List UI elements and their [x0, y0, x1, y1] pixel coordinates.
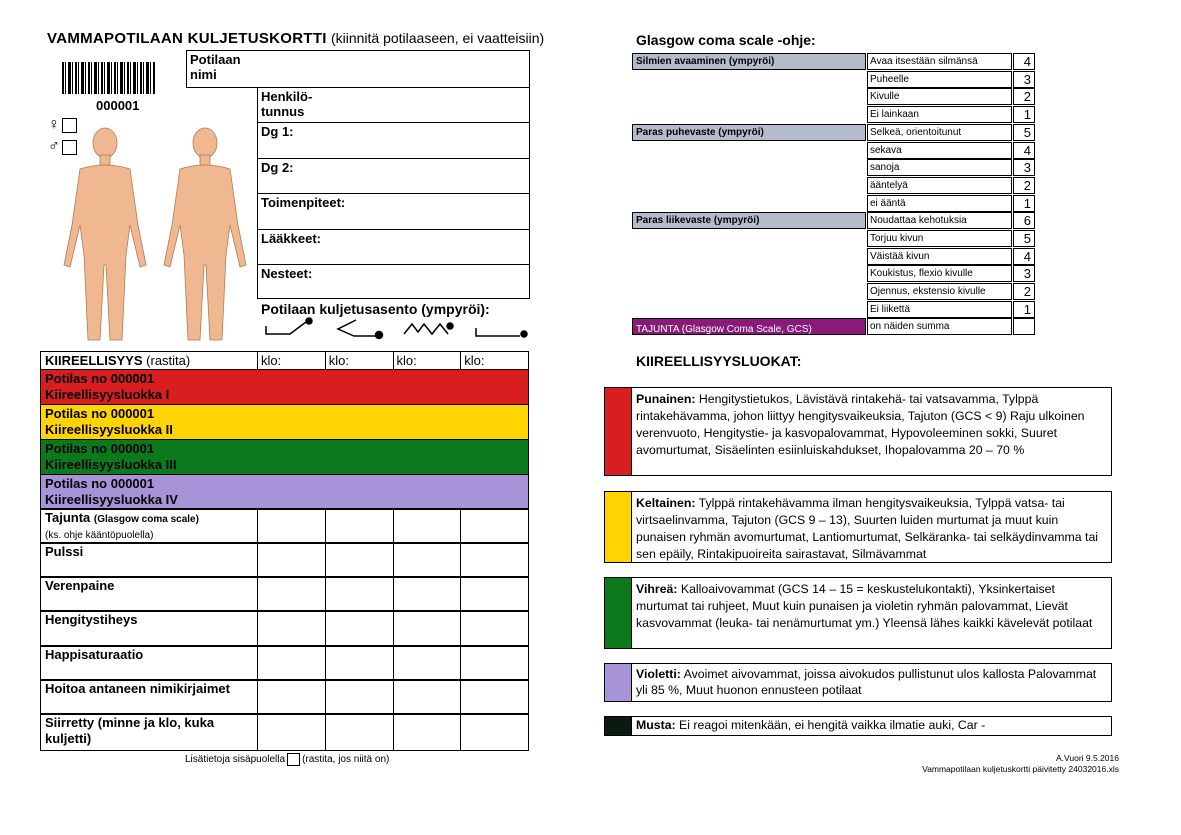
gcs-row — [632, 124, 1036, 141]
siirretty-cell-4[interactable] — [461, 714, 528, 750]
siirretty-cell-1[interactable] — [258, 714, 326, 750]
tajunta-cell-2[interactable] — [326, 509, 394, 543]
vital-row-siirretty: Siirretty (minne ja klo, kuka kuljetti) — [40, 713, 529, 751]
nesteet-label: Nesteet: — [261, 266, 313, 281]
transport-position-label: Potilaan kuljetusasento (ympyröi): — [261, 301, 490, 317]
urgency-header-label: KIIREELLISYYS (rastita) — [41, 352, 258, 370]
gcs-row — [632, 106, 1036, 123]
happisaturaatio-cell-4[interactable] — [461, 646, 528, 680]
verenpaine-cell-2[interactable] — [326, 577, 394, 611]
gcs-row — [632, 71, 1036, 88]
vital-row-happisaturaatio: Happisaturaatio — [40, 645, 529, 681]
vital-row-tajunta: Tajunta (Glasgow coma scale) (ks. ohje kääntöpuolella) — [40, 508, 529, 544]
transport-positions — [262, 316, 532, 340]
siirretty-cell-3[interactable] — [394, 714, 462, 750]
toimenpiteet-label: Toimenpiteet: — [261, 195, 346, 210]
hengitystiheys-cell-4[interactable] — [461, 611, 528, 646]
gcs-score: 3 — [1013, 265, 1035, 282]
yellow-color-swatch — [605, 492, 632, 562]
urgency-header-row — [40, 351, 529, 371]
gcs-response-option[interactable]: Ei lainkaan — [867, 106, 1012, 123]
nesteet-field[interactable] — [257, 264, 530, 299]
gcs-total-label-box — [632, 318, 866, 335]
vital-row-verenpaine: Verenpaine — [40, 576, 529, 612]
gcs-response-option[interactable]: ei ääntä — [867, 195, 1012, 212]
toimenpiteet-field[interactable] — [257, 193, 530, 230]
nimikirjaimet-cell-2[interactable] — [326, 680, 394, 714]
gcs-score: 3 — [1013, 159, 1035, 176]
happisaturaatio-cell-3[interactable] — [394, 646, 462, 680]
gcs-row — [632, 142, 1036, 159]
gcs-row — [632, 301, 1036, 318]
nimikirjaimet-cell-4[interactable] — [461, 680, 528, 714]
gcs-score: 5 — [1013, 124, 1035, 141]
dg1-field[interactable] — [257, 122, 530, 159]
position-legs-raised-icon[interactable] — [266, 318, 312, 334]
gcs-row — [632, 212, 1036, 229]
class-yellow-box: Keltainen: Tylppä rintakehävamma ilman hengitysvaikeuksia, Tylppä vatsa- tai virtsaelinvamma, Tajuton (GCS 9 – 13), Suurten luiden murtumat ja muut kuin punaisen ryhmän avomurtumat, Lantiomurtumat, Selkäranka- tai selkäydinvamma tai sen epäily, Rintakipuoireita sairastavat, Silmävammat — [604, 491, 1112, 563]
gcs-row — [632, 159, 1036, 176]
position-flexed-knees-icon[interactable] — [404, 323, 453, 334]
gcs-title: Glasgow coma scale -ohje: — [636, 32, 816, 48]
gcs-row — [632, 230, 1036, 247]
time-column-3[interactable]: klo: — [394, 352, 462, 370]
gcs-response-option[interactable]: Avaa itsestään silmänsä — [867, 53, 1012, 70]
class-black-box: Musta: Ei reagoi mitenkään, ei hengitä vaikka ilmatie auki, Car - — [604, 716, 1112, 736]
body-diagram — [60, 125, 255, 345]
nimikirjaimet-cell-3[interactable] — [394, 680, 462, 714]
card-number: 000001 — [96, 98, 140, 113]
happisaturaatio-cell-2[interactable] — [326, 646, 394, 680]
dg2-label: Dg 2: — [261, 160, 294, 175]
gcs-response-option[interactable]: Ojennus, ekstensio kivulle — [867, 283, 1012, 300]
gcs-score: 5 — [1013, 230, 1035, 247]
dg2-field[interactable] — [257, 158, 530, 194]
patient-name-label: Potilaan nimi — [190, 52, 241, 82]
hengitystiheys-cell-1[interactable] — [258, 611, 326, 646]
gcs-response-option[interactable]: Noudattaa kehotuksia — [867, 212, 1012, 229]
gcs-category-label: Paras puhevaste (ympyröi) — [632, 124, 866, 141]
gcs-response-option[interactable]: Torjuu kivun — [867, 230, 1012, 247]
henkilotunnus-field[interactable] — [257, 87, 530, 123]
gcs-score: 1 — [1013, 106, 1035, 123]
green-color-swatch — [605, 578, 632, 648]
time-column-1[interactable]: klo: — [258, 352, 326, 370]
gcs-response-option[interactable]: sekava — [867, 142, 1012, 159]
gcs-score: 1 — [1013, 195, 1035, 212]
urgency-class-3-row[interactable]: Potilas no 000001 Kiireellisyysluokka III — [40, 439, 529, 476]
gcs-response-option[interactable]: Selkeä, orientoitunut — [867, 124, 1012, 141]
gcs-score: 4 — [1013, 142, 1035, 159]
tajunta-cell-4[interactable] — [461, 509, 528, 543]
verenpaine-cell-3[interactable] — [394, 577, 462, 611]
nimikirjaimet-cell-1[interactable] — [258, 680, 326, 714]
gcs-category-label: Paras liikevaste (ympyröi) — [632, 212, 866, 229]
patient-name-field[interactable] — [186, 50, 530, 88]
gcs-response-option[interactable]: Väistää kivun — [867, 248, 1012, 265]
dg1-label: Dg 1: — [261, 124, 294, 139]
additional-info-checkbox[interactable] — [287, 753, 300, 766]
gcs-row — [632, 195, 1036, 212]
time-column-2[interactable]: klo: — [326, 352, 394, 370]
class-red-box: Punainen: Hengitystietukos, Lävistävä rintakehä- tai vatsavamma, Tylppä rintakehävamma, johon liittyy hengitysvaikeuksia, Tajuton (GCS < 9) Raju ulkoinen verenvuoto, Hengitystie- ja kasvopalovammat, Hypovoleeminen sokki, Suuret avomurtumat, Sisäelinten esiinluiskahdukset, Ihopalovamma 20 – 70 % — [604, 387, 1112, 476]
gcs-total-score-box[interactable] — [1013, 318, 1035, 335]
gcs-score: 2 — [1013, 283, 1035, 300]
card-title — [47, 30, 544, 47]
gcs-response-option[interactable]: sanoja — [867, 159, 1012, 176]
verenpaine-cell-1[interactable] — [258, 577, 326, 611]
gcs-score: 6 — [1013, 212, 1035, 229]
time-column-4[interactable]: klo: — [464, 353, 485, 368]
class-green-box: Vihreä: Kalloaivovammat (GCS 14 – 15 = keskustelukontakti), Yksinkertaiset murtumat tai ruhjeet, Muut kuin punaisen ja violetin ryhmän palovammat, Lievät kasvovammat (leuka- tai nenämurtumat ym.) Yleensä lähes kaikki kävelevät potilaat — [604, 577, 1112, 649]
male-symbol-icon: ♂ — [48, 138, 60, 155]
female-symbol-icon: ♀ — [48, 116, 60, 133]
card-title-sub: (kiinnitä potilaaseen, ei vaatteisiin) — [330, 30, 545, 46]
gcs-response-option[interactable]: Puheelle — [867, 71, 1012, 88]
urgency-class-1-row[interactable]: Potilas no 000001 Kiireellisyysluokka I — [40, 369, 529, 406]
henkilotunnus-label: Henkilö- tunnus — [261, 89, 313, 119]
black-color-swatch — [605, 717, 632, 735]
red-color-swatch — [605, 388, 632, 475]
pulssi-cell-4[interactable] — [461, 543, 528, 577]
gcs-row — [632, 248, 1036, 265]
gcs-score: 2 — [1013, 177, 1035, 194]
gcs-score: 3 — [1013, 71, 1035, 88]
tajunta-cell-1[interactable] — [258, 509, 326, 543]
body-front-icon — [64, 128, 146, 340]
gcs-score: 4 — [1013, 53, 1035, 70]
happisaturaatio-cell-1[interactable] — [258, 646, 326, 680]
class-violet-box: Violetti: Avoimet aivovammat, joissa aivokudos pullistunut ulos kallosta Palovammat yli 85 %, Muut huonon ennusteen potilaat — [604, 663, 1112, 702]
position-semi-sitting-icon[interactable] — [338, 320, 383, 339]
card-title-main: VAMMAPOTILAAN KULJETUSKORTTI — [47, 30, 327, 47]
tajunta-cell-3[interactable] — [394, 509, 462, 543]
gcs-score: 2 — [1013, 88, 1035, 105]
vital-row-pulssi: Pulssi — [40, 542, 529, 578]
gcs-score: 1 — [1013, 301, 1035, 318]
gcs-row — [632, 177, 1036, 194]
gcs-row — [632, 53, 1036, 70]
hengitystiheys-cell-3[interactable] — [394, 611, 462, 646]
gcs-row — [632, 283, 1036, 300]
barcode — [62, 62, 156, 94]
vital-row-nimikirjaimet: Hoitoa antaneen nimikirjaimet — [40, 679, 529, 715]
gcs-row — [632, 88, 1036, 105]
pulssi-cell-2[interactable] — [326, 543, 394, 577]
violet-color-swatch — [605, 664, 632, 701]
pulssi-cell-1[interactable] — [258, 543, 326, 577]
urgency-class-4-row[interactable]: Potilas no 000001 Kiireellisyysluokka IV — [40, 474, 529, 510]
gcs-total-desc: on näiden summa — [867, 318, 1012, 335]
body-back-icon — [164, 128, 246, 340]
gcs-category-label: Silmien avaaminen (ympyröi) — [632, 53, 866, 70]
gcs-response-option[interactable]: ääntelyä — [867, 177, 1012, 194]
vital-row-hengitystiheys: Hengitystiheys — [40, 610, 529, 647]
hengitystiheys-cell-2[interactable] — [326, 611, 394, 646]
gcs-score: 4 — [1013, 248, 1035, 265]
laakkeet-label: Lääkkeet: — [261, 231, 321, 246]
classes-title: KIIREELLISYYSLUOKAT: — [636, 353, 802, 369]
gcs-total-label: TAJUNTA (Glasgow Coma Scale, GCS) — [636, 324, 812, 335]
credit: A.Vuori 9.5.2016 Vammapotilaan kuljetuskortti päivitetty 24032016.xls — [922, 753, 1119, 774]
pulssi-cell-3[interactable] — [394, 543, 462, 577]
gcs-row — [632, 265, 1036, 282]
gcs-response-option[interactable]: Kivulle — [867, 88, 1012, 105]
additional-info-note: Lisätietoja sisäpuolella (rastita, jos niitä on) — [185, 754, 390, 765]
gcs-response-option[interactable]: Koukistus, flexio kivulle — [867, 265, 1012, 282]
verenpaine-cell-4[interactable] — [461, 577, 528, 611]
laakkeet-field[interactable] — [257, 229, 530, 265]
gcs-response-option[interactable]: Ei liikettä — [867, 301, 1012, 318]
siirretty-cell-2[interactable] — [326, 714, 394, 750]
urgency-class-2-row[interactable]: Potilas no 000001 Kiireellisyysluokka II — [40, 404, 529, 441]
position-supine-icon[interactable] — [476, 328, 527, 337]
